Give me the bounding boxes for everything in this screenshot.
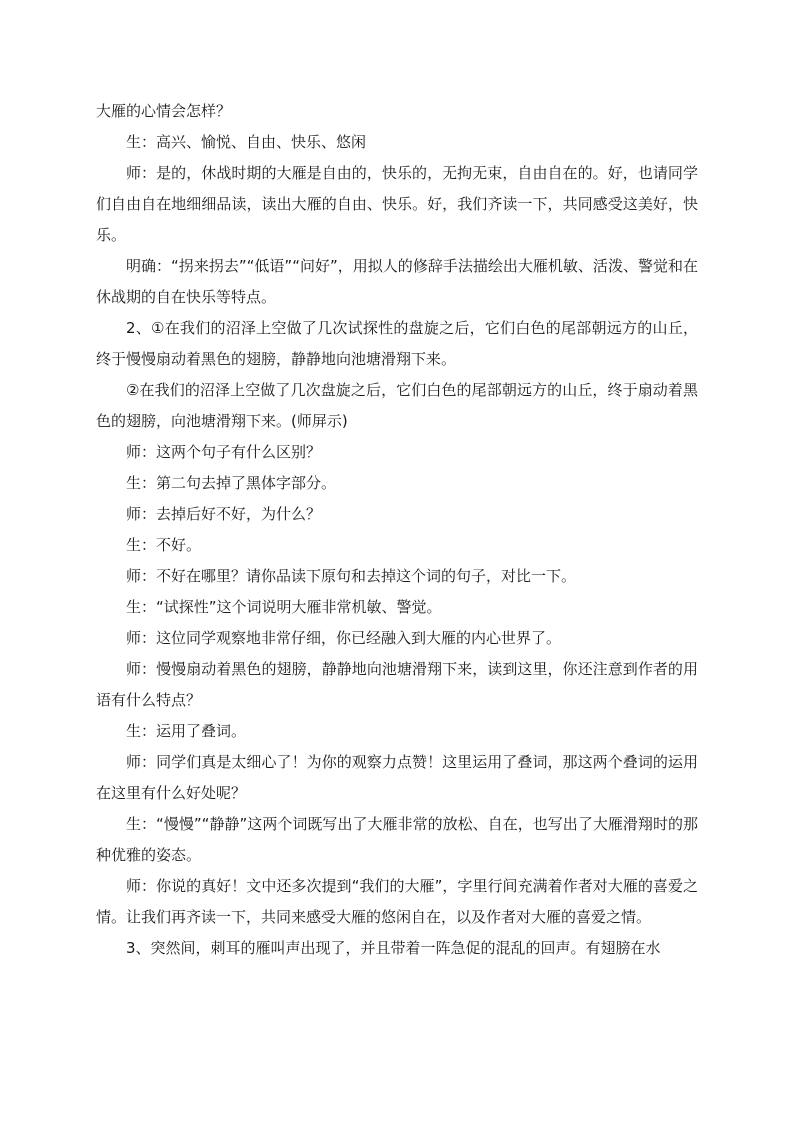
document-body	[96, 96, 698, 964]
paragraph-clarification: 明确：“拐来拐去”“低语”“问好”，用拟人的修辞手法描绘出大雁机敏、活泼、警觉和在休战期的自在快乐等特点。	[96, 257, 698, 306]
paragraph-student-answer-1: 生：高兴、愉悦、自由、快乐、悠闲	[126, 133, 367, 151]
paragraph-student-5: 生：运用了叠词。	[126, 722, 247, 740]
paragraph-question: 大雁的心情会怎样？	[96, 102, 232, 120]
paragraph-teacher-7: 师：同学们真是太细心了！为你的观察力点赞！这里运用了叠词，那这两个叠词的运用在这里有什么好处呢？	[96, 753, 698, 802]
paragraph-teacher-1: 师：是的，休战时期的大雁是自由的，快乐的，无拘无束，自由自在的。好，也请同学们自由自在地细细品读，读出大雁的自由、快乐。好，我们齐读一下，共同感受这美好，快乐。	[96, 164, 698, 244]
paragraph-teacher-3: 师：去掉后好不好，为什么？	[126, 505, 322, 523]
paragraph-teacher-5: 师：这位同学观察地非常仔细，你已经融入到大雁的内心世界了。	[126, 629, 562, 647]
paragraph-sentence-1: 2、①在我们的沼泽上空做了几次试探性的盘旋之后，它们白色的尾部朝远方的山丘，终于慢慢扇动着黑色的翅膀，静静地向池塘滑翔下来。	[96, 319, 698, 368]
paragraph-sentence-2: ②在我们的沼泽上空做了几次盘旋之后，它们白色的尾部朝远方的山丘，终于扇动着黑色的翅膀，向池塘滑翔下来。(师屏示)	[96, 381, 698, 430]
paragraph-teacher-4: 师：不好在哪里？请你品读下原句和去掉这个词的句子，对比一下。	[126, 567, 577, 585]
paragraph-section-3: 3、突然间，刺耳的雁叫声出现了，并且带着一阵急促的混乱的回声。有翅膀在水	[126, 939, 661, 957]
paragraph-student-6: 生：“慢慢”“静静”这两个词既写出了大雁非常的放松、自在，也写出了大雁滑翔时的那种优雅的姿态。	[96, 815, 698, 864]
paragraph-teacher-8: 师：你说的真好！文中还多次提到“我们的大雁”，字里行间充满着作者对大雁的喜爱之情。让我们再齐读一下，共同来感受大雁的悠闲自在，以及作者对大雁的喜爱之情。	[96, 877, 698, 926]
paragraph-student-3: 生：不好。	[126, 536, 202, 554]
paragraph-student-4: 生：“试探性”这个词说明大雁非常机敏、警觉。	[126, 598, 442, 616]
paragraph-teacher-2: 师：这两个句子有什么区别？	[126, 443, 322, 461]
paragraph-teacher-6: 师：慢慢扇动着黑色的翅膀，静静地向池塘滑翔下来，读到这里，你还注意到作者的用语有什么特点？	[96, 660, 698, 709]
paragraph-student-2: 生：第二句去掉了黑体字部分。	[126, 474, 337, 492]
